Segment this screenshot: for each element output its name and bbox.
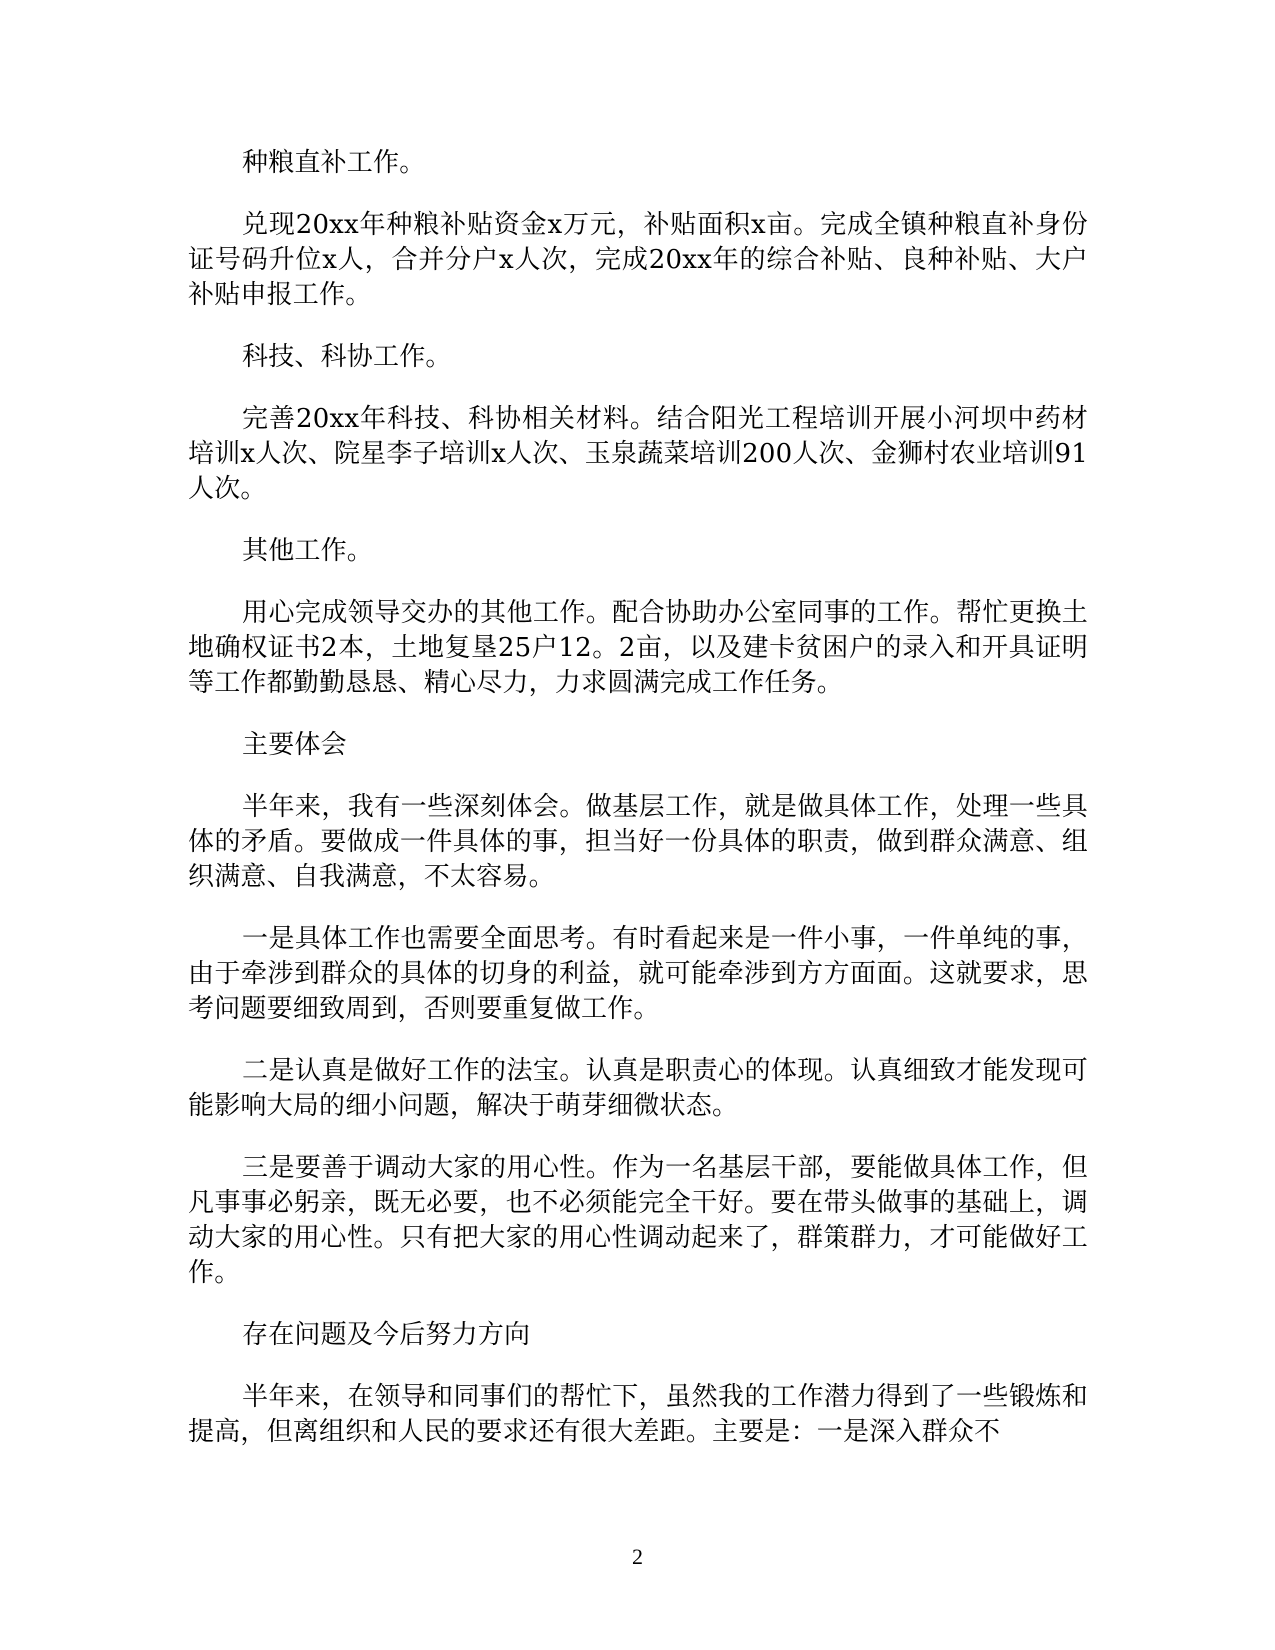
paragraph-heading-problems-direction: 存在问题及今后努力方向 (242, 1320, 531, 1350)
paragraph-heading-science-tech: 科技、科协工作。 (242, 342, 452, 372)
paragraph-experience-point-two: 二是认真是做好工作的法宝。认真是职责心的体现。认真细致才能发现可能影响大局的细小问题，解决于萌芽细微状态。 (188, 1056, 1088, 1121)
paragraph-heading-main-experience: 主要体会 (242, 730, 347, 760)
paragraph-problems-details: 半年来，在领导和同事们的帮忙下，虽然我的工作潜力得到了一些锻炼和提高，但离组织和人民的要求还有很大差距。主要是：一是深入群众不 (188, 1382, 1088, 1447)
paragraph-heading-other-work: 其他工作。 (242, 536, 374, 566)
paragraph-other-work-details: 用心完成领导交办的其他工作。配合协助办公室同事的工作。帮忙更换土地确权证书2本，土地复垦25户12。2亩，以及建卡贫困户的录入和开具证明等工作都勤勤恳恳、精心尽力，力求圆满完成工作任务。 (188, 598, 1088, 698)
paragraph-grain-subsidy-details: 兑现20xx年种粮补贴资金x万元，补贴面积x亩。完成全镇种粮直补身份证号码升位x人，合并分户x人次，完成20xx年的综合补贴、良种补贴、大户补贴申报工作。 (188, 210, 1088, 310)
page-number: 2 (632, 1544, 643, 1569)
document-body (188, 146, 1088, 1450)
paragraph-science-tech-details: 完善20xx年科技、科协相关材料。结合阳光工程培训开展小河坝中药材培训x人次、院星李子培训x人次、玉泉蔬菜培训200人次、金狮村农业培训91人次。 (188, 404, 1088, 504)
paragraph-experience-point-one: 一是具体工作也需要全面思考。有时看起来是一件小事，一件单纯的事，由于牵涉到群众的具体的切身的利益，就可能牵涉到方方面面。这就要求，思考问题要细致周到，否则要重复做工作。 (188, 924, 1088, 1024)
paragraph-experience-intro: 半年来，我有一些深刻体会。做基层工作，就是做具体工作，处理一些具体的矛盾。要做成一件具体的事，担当好一份具体的职责，做到群众满意、组织满意、自我满意，不太容易。 (188, 792, 1088, 892)
paragraph-experience-point-three: 三是要善于调动大家的用心性。作为一名基层干部，要能做具体工作，但凡事事必躬亲，既无必要，也不必须能完全干好。要在带头做事的基础上，调动大家的用心性。只有把大家的用心性调动起来了，群策群力，才可能做好工作。 (188, 1153, 1088, 1288)
paragraph-heading-grain-subsidy: 种粮直补工作。 (242, 148, 426, 178)
